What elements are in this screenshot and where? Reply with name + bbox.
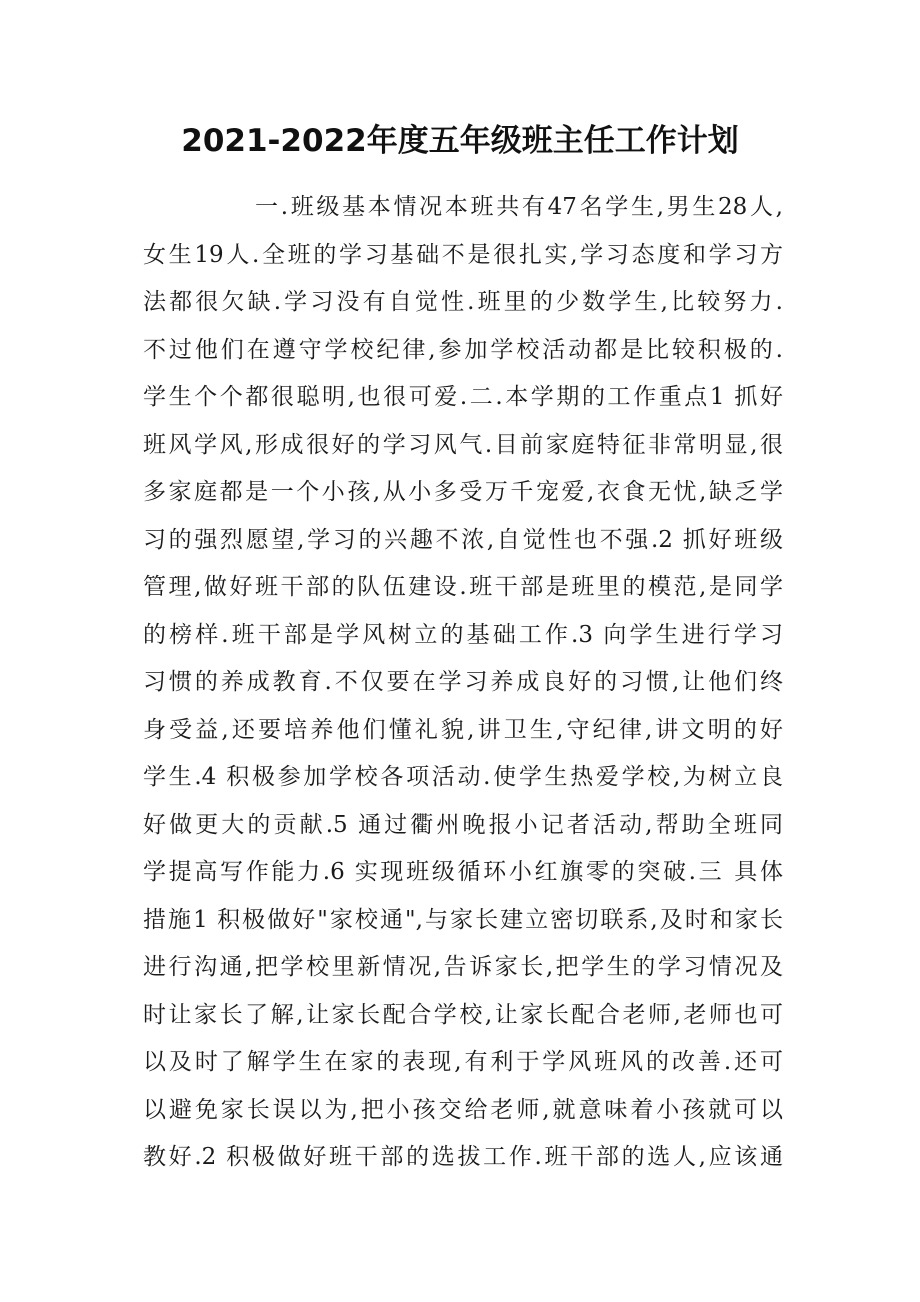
paragraph-line: 学提高写作能力.6 实现班级循环小红旗零的突破.三 具体 [143, 859, 783, 885]
paragraph-line: 不过他们在遵守学校纪律,参加学校活动都是比较积极的. [143, 336, 783, 363]
paragraph-line: 班风学风,形成很好的学习风气.目前家庭特征非常明显,很 [143, 431, 783, 458]
paragraph-line: 习的强烈愿望,学习的兴趣不浓,自觉性也不强.2 抓好班级 [143, 526, 783, 553]
paragraph-line: 多家庭都是一个小孩,从小多受万千宠爱,衣食无忧,缺乏学 [143, 479, 783, 505]
paragraph-line: 法都很欠缺.学习没有自觉性.班里的少数学生,比较努力. [143, 289, 783, 315]
paragraph-line: 进行沟通,把学校里新情况,告诉家长,把学生的学习情况及 [143, 954, 783, 980]
paragraph-line: 女生19人.全班的学习基础不是很扎实,学习态度和学习方 [143, 241, 783, 268]
paragraph-line: 管理,做好班干部的队伍建设.班干部是班里的模范,是同学 [143, 574, 783, 600]
paragraph-line: 好做更大的贡献.5 通过衢州晚报小记者活动,帮助全班同 [143, 811, 783, 838]
paragraph-line: 以及时了解学生在家的表现,有利于学风班风的改善.还可 [143, 1049, 783, 1075]
document-body [143, 184, 783, 1182]
document-title: 2021-2022年度五年级班主任工作计划 [181, 123, 739, 159]
paragraph-line: 教好.2 积极做好班干部的选拔工作.班干部的选人,应该通 [143, 1144, 783, 1170]
paragraph-line: 时让家长了解,让家长配合学校,让家长配合老师,老师也可 [143, 1001, 783, 1028]
paragraph-line: 学生个个都很聪明,也很可爱.二.本学期的工作重点1 抓好 [143, 384, 783, 410]
paragraph-line: 学生.4 积极参加学校各项活动.使学生热爱学校,为树立良 [143, 764, 783, 790]
paragraph-line: 的榜样.班干部是学风树立的基础工作.3 向学生进行学习 [143, 621, 783, 648]
paragraph-line: 身受益,还要培养他们懂礼貌,讲卫生,守纪律,讲文明的好 [143, 716, 783, 743]
paragraph-line: 一.班级基本情况本班共有47名学生,男生28人, [255, 194, 783, 220]
paragraph-line: 以避免家长误以为,把小孩交给老师,就意味着小孩就可以 [143, 1096, 783, 1123]
paragraph-line: 措施1 积极做好"家校通",与家长建立密切联系,及时和家长 [143, 906, 783, 933]
paragraph-line: 习惯的养成教育.不仅要在学习养成良好的习惯,让他们终 [143, 669, 783, 695]
